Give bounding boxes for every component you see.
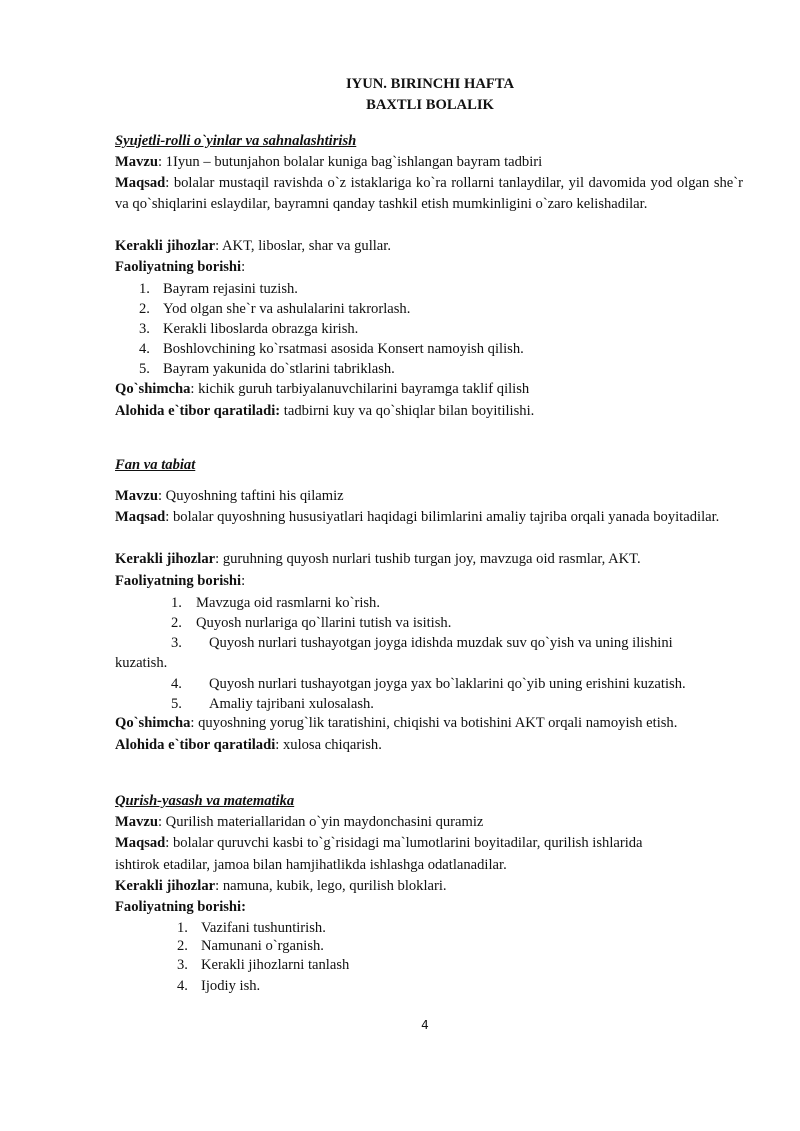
list-item: Quyosh nurlari tushayotgan joyga idishda muzdak suv qo`yish va uning ilishini [209, 635, 673, 651]
list-item: Namunani o`rganish. [201, 938, 324, 954]
list-item: Yod olgan she`r va ashulalarini takrorlash. [163, 301, 411, 317]
list-item: Mavzuga oid rasmlarni ko`rish. [196, 595, 380, 611]
mavzu-text: : Quyoshning taftini his qilamiz [157, 488, 344, 504]
list-item: Vazifani tushuntirish. [201, 920, 326, 936]
list-item: Amaliy tajribani xulosalash. [209, 696, 374, 712]
jihoz-label: Kerakli jihozlar [115, 878, 216, 894]
jihoz-text: : AKT, liboslar, shar va gullar. [215, 238, 391, 254]
etibor-text: tadbirni kuy va qo`shiqlar bilan boyitilishi. [280, 403, 535, 419]
qoshimcha-text: : kichik guruh tarbiyalanuvchilarini bayramga taklif qilish [190, 381, 530, 397]
list-item: Bayram rejasini tuzish. [163, 281, 298, 297]
jihoz-text: : namuna, kubik, lego, qurilish bloklari. [215, 878, 447, 894]
list-item-number: 1. [171, 595, 182, 611]
section1-maqsad [115, 173, 743, 214]
mavzu-text: : Qurilish materiallaridan o`yin maydonchasini quramiz [157, 814, 484, 830]
jihoz-label: Kerakli jihozlar [115, 238, 216, 254]
list-item-number: 2. [171, 615, 182, 631]
section3-mavzu [115, 812, 743, 833]
maqsad-text: : bolalar mustaqil ravishda o`z istaklariga ko`ra rollarni tanlaydilar, yil davomida yod olgan she`r va qo`shiqlarini eslaydilar, bayramni qanday tashkil etish mumkinligini o`zaro kelishadilar. [115, 175, 743, 212]
list-item-number: 5. [171, 696, 182, 712]
section2-borishi [115, 571, 743, 592]
section2-mavzu [115, 486, 743, 507]
section2-heading: Fan va tabiat [115, 457, 196, 473]
list-item-number: 3. [139, 321, 150, 337]
etibor-text: : xulosa chiqarish. [275, 737, 382, 753]
list-item-number: 1. [177, 920, 188, 936]
list-item-number: 3. [177, 957, 188, 973]
mavzu-label: Mavzu [115, 154, 158, 170]
list-item: Quyosh nurlari tushayotgan joyga yax bo`laklarini qo`yib uning erishini kuzatish. [209, 676, 686, 692]
maqsad-text: : bolalar quruvchi kasbi to`g`risidagi ma`lumotlarini boyitadilar, qurilish ishlarida [165, 835, 643, 851]
borishi-colon: : [241, 573, 246, 589]
mavzu-label: Mavzu [115, 488, 158, 504]
section2-jihozlar [115, 549, 743, 570]
list-item-number: 1. [139, 281, 150, 297]
qoshimcha-label: Qo`shimcha [115, 715, 191, 731]
section2-etibor [115, 735, 743, 756]
section3-jihozlar [115, 876, 743, 897]
mavzu-label: Mavzu [115, 814, 158, 830]
qoshimcha-text: : quyoshning yorug`lik taratishini, chiqishi va botishini AKT orqali namoyish etish. [190, 715, 678, 731]
list-item-continuation: kuzatish. [115, 655, 168, 671]
mavzu-text: : 1Iyun – butunjahon bolalar kuniga bag`ishlangan bayram tadbiri [157, 154, 543, 170]
etibor-label: Alohida e`tibor qaratiladi: [115, 403, 281, 419]
section3-maqsad-line1 [115, 833, 643, 854]
maqsad-text: : bolalar quyoshning hususiyatlari haqidagi bilimlarini amaliy tajriba orqali yanada boyitadilar. [165, 509, 720, 525]
section2-maqsad [115, 507, 730, 528]
maqsad-label: Maqsad [115, 509, 166, 525]
etibor-label: Alohida e`tibor qaratiladi [115, 737, 276, 753]
borishi-label: Faoliyatning borishi [115, 573, 242, 589]
section1-heading: Syujetli-rolli o`yinlar va sahnalashtirish [115, 133, 357, 149]
title-line-1: IYUN. BIRINCHI HAFTA [346, 76, 514, 92]
section3-borishi: Faoliyatning borishi: [115, 899, 246, 915]
maqsad-label: Maqsad [115, 175, 166, 191]
list-item: Ijodiy ish. [201, 978, 261, 994]
section1-etibor [115, 401, 743, 422]
section1-mavzu [115, 152, 743, 173]
page-number: 4 [421, 1018, 429, 1032]
title-line-2: BAXTLI BOLALIK [366, 97, 494, 113]
section2-qoshimcha [115, 713, 743, 734]
list-item: Boshlovchining ko`rsatmasi asosida Konsert namoyish qilish. [163, 341, 524, 357]
list-item: Quyosh nurlariga qo`llarini tutish va isitish. [196, 615, 452, 631]
section3-heading: Qurish-yasash va matematika [115, 793, 295, 809]
list-item: Kerakli jihozlarni tanlash [201, 957, 350, 973]
list-item-number: 4. [171, 676, 182, 692]
jihoz-label: Kerakli jihozlar [115, 551, 216, 567]
list-item-number: 4. [177, 978, 188, 994]
maqsad-label: Maqsad [115, 835, 166, 851]
borishi-colon: : [241, 259, 246, 275]
qoshimcha-label: Qo`shimcha [115, 381, 191, 397]
section1-borishi [115, 257, 743, 278]
list-item-number: 2. [139, 301, 150, 317]
list-item: Kerakli liboslarda obrazga kirish. [163, 321, 359, 337]
section1-jihozlar [115, 236, 743, 257]
section3-maqsad-line2: ishtirok etadilar, jamoa bilan hamjihatlikda ishlashga odatlanadilar. [115, 857, 507, 873]
list-item-number: 3. [171, 635, 182, 651]
jihoz-text: : guruhning quyosh nurlari tushib turgan joy, mavzuga oid rasmlar, AKT. [215, 551, 641, 567]
list-item: Bayram yakunida do`stlarini tabriklash. [163, 361, 395, 377]
list-item-number: 5. [139, 361, 150, 377]
list-item-number: 2. [177, 938, 188, 954]
list-item-number: 4. [139, 341, 150, 357]
borishi-label: Faoliyatning borishi [115, 259, 242, 275]
section1-qoshimcha [115, 379, 743, 400]
